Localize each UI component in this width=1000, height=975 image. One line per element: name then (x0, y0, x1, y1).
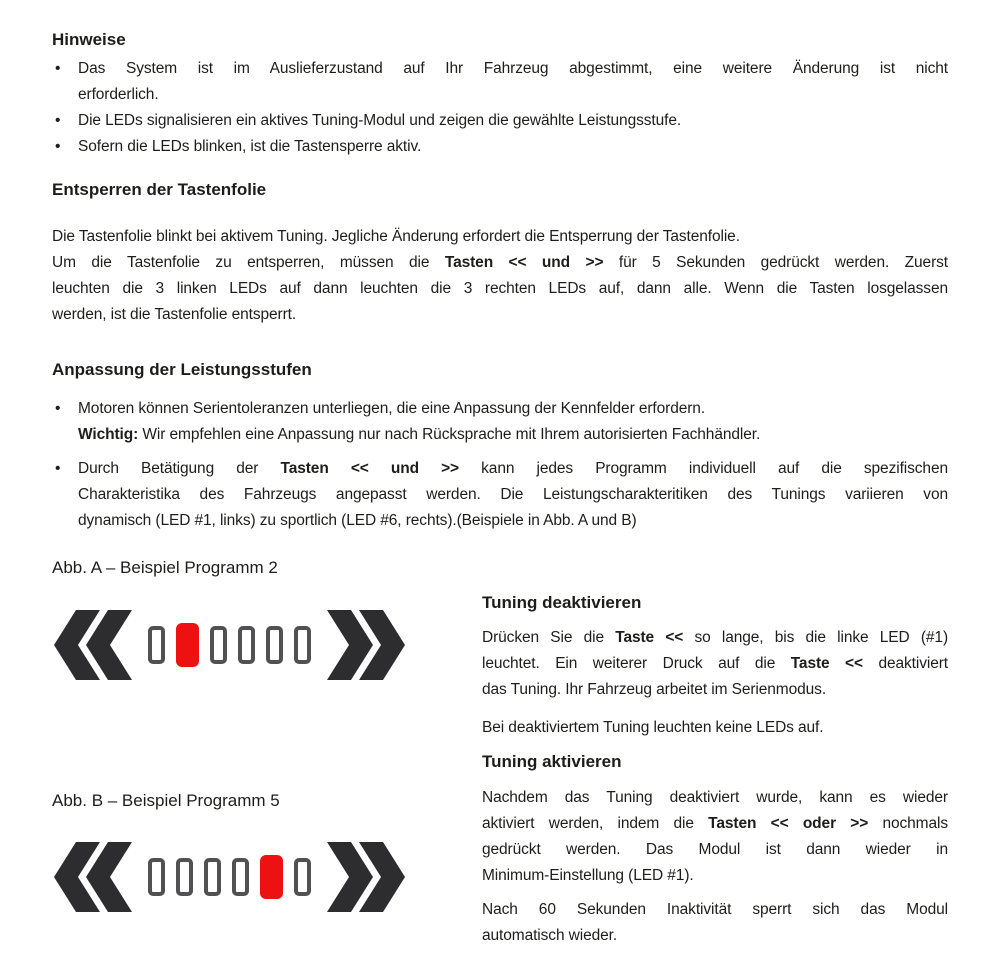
text-line (78, 422, 948, 448)
text-line (482, 863, 948, 889)
led-indicator-5 (266, 626, 283, 664)
text-line (78, 82, 948, 108)
text-line (78, 56, 948, 82)
text-line (78, 508, 948, 534)
led-indicator-2-active (176, 623, 199, 667)
text-line (78, 108, 948, 134)
bullet-marker: • (55, 460, 61, 477)
bold-text-run: Tasten << oder >> (708, 815, 869, 832)
text-run: Bei deaktiviertem Tuning leuchten keine LEDs auf. (482, 719, 824, 736)
text-line (482, 785, 948, 811)
led-indicator-4 (238, 626, 255, 664)
text-run: erforderlich. (78, 86, 159, 103)
hinweise-bullet-2 (52, 108, 948, 134)
text-run: Durch Betätigung der (78, 460, 281, 477)
bullet-marker: • (55, 138, 61, 155)
text-line (78, 396, 948, 422)
figure-a-led-row (148, 623, 311, 667)
tuning-deaktivieren-title: Tuning deaktivieren (482, 593, 642, 612)
led-indicator-1 (148, 626, 165, 664)
tuning-instructions-column (482, 593, 948, 949)
text-run: Nachdem das Tuning deaktiviert wurde, kann es wieder (482, 789, 948, 806)
entsperren-title: Entsperren der Tastenfolie (52, 180, 267, 199)
double-chevron-left-icon (54, 610, 132, 680)
figure-b-led-panel (54, 842, 405, 912)
text-run: Drücken Sie die (482, 629, 616, 646)
led-indicator-5-active (260, 855, 283, 899)
led-indicator-4 (232, 858, 249, 896)
anpassung-bullet-2 (52, 456, 948, 534)
hinweise-bullet-1 (52, 56, 948, 108)
text-line (78, 456, 948, 482)
section-hinweise (52, 30, 948, 160)
text-line (482, 837, 948, 863)
figure-b-caption: Abb. B – Beispiel Programm 5 (52, 791, 280, 810)
led-indicator-6 (294, 858, 311, 896)
text-run: Nach 60 Sekunden Inaktivität sperrt sich das Modul (482, 901, 948, 918)
anpassung-bullet-2-text (78, 456, 948, 534)
text-run: automatisch wieder. (482, 927, 618, 944)
text-line (78, 134, 948, 160)
figure-a-caption: Abb. A – Beispiel Programm 2 (52, 558, 278, 577)
text-run: Um die Tastenfolie zu entsperren, müssen die (52, 254, 445, 271)
text-line (482, 677, 948, 703)
hinweise-bullet-3 (52, 134, 948, 160)
text-line (78, 482, 948, 508)
text-line (52, 276, 948, 302)
double-chevron-right-icon (327, 842, 405, 912)
bold-text-run: Taste << (615, 629, 684, 646)
text-line (482, 651, 948, 677)
text-run: Die Tastenfolie blinkt bei aktivem Tuning. Jegliche Änderung erfordert die Entsperrung der Tastenfolie. (52, 228, 740, 245)
text-run: für 5 Sekunden gedrückt werden. Zuerst (603, 254, 948, 271)
bold-text-run: Tasten << und >> (280, 460, 460, 477)
text-run: Motoren können Serientoleranzen unterliegen, die eine Anpassung der Kennfelder erfordern. (78, 400, 706, 417)
text-line (482, 897, 948, 923)
text-line (52, 302, 948, 328)
bold-text-run: Tasten << und >> (444, 254, 604, 271)
tuning-deaktivieren-paragraph (482, 625, 948, 703)
tuning-aktivieren-title: Tuning aktivieren (482, 752, 622, 771)
figure-a-led-panel (54, 610, 405, 680)
figure-b-led-row (148, 855, 311, 899)
led-indicator-3 (210, 626, 227, 664)
hinweise-bullet-3-text (78, 134, 948, 160)
tuning-aktivieren-paragraph (482, 785, 948, 889)
anpassung-bullet-1 (52, 396, 948, 448)
bullet-marker: • (55, 112, 61, 129)
hinweise-title: Hinweise (52, 30, 126, 49)
tuning-deaktivieren-note (482, 715, 948, 741)
text-run: Wir empfehlen eine Anpassung nur nach Rücksprache mit Ihrem autorisierten Fachhändler. (138, 426, 761, 443)
anpassung-bullet-1-text (78, 396, 948, 448)
hinweise-bullet-1-text (78, 56, 948, 108)
text-run: leuchten die 3 linken LEDs auf dann leuchten die 3 rechten LEDs auf, dann alle. Wenn die Tasten losgelassen (52, 280, 948, 297)
led-indicator-3 (204, 858, 221, 896)
section-anpassung (52, 360, 948, 534)
hinweise-bullet-2-text (78, 108, 948, 134)
text-run: das Tuning. Ihr Fahrzeug arbeitet im Serienmodus. (482, 681, 827, 698)
bullet-marker: • (55, 400, 61, 417)
anpassung-title: Anpassung der Leistungsstufen (52, 360, 312, 379)
led-indicator-2 (176, 858, 193, 896)
text-run: deaktiviert (862, 655, 948, 672)
text-line (52, 250, 948, 276)
text-line (482, 625, 948, 651)
text-run: Sofern die LEDs blinken, ist die Tastensperre aktiv. (78, 138, 422, 155)
double-chevron-right-icon (327, 610, 405, 680)
text-run: Das System ist im Auslieferzustand auf Ihr Fahrzeug abgestimmt, eine weitere Änderung ist nicht (78, 60, 948, 77)
text-run: nochmals (868, 815, 948, 832)
text-run: aktiviert werden, indem die (482, 815, 709, 832)
text-line (482, 923, 948, 949)
text-run: Minimum-Einstellung (LED #1). (482, 867, 694, 884)
text-run: leuchtet. Ein weiterer Druck auf die (482, 655, 791, 672)
text-run: Die LEDs signalisieren ein aktives Tuning-Modul und zeigen die gewählte Leistungsstufe. (78, 112, 682, 129)
tuning-aktivieren-note (482, 897, 948, 949)
led-indicator-1 (148, 858, 165, 896)
led-indicator-6 (294, 626, 311, 664)
text-line (52, 224, 948, 250)
text-run: dynamisch (LED #1, links) zu sportlich (LED #6, rechts).(Beispiele in Abb. A und B) (78, 512, 637, 529)
figures-region (52, 552, 948, 975)
text-line (482, 811, 948, 837)
text-run: kann jedes Programm individuell auf die spezifischen (459, 460, 948, 477)
text-line (482, 715, 948, 741)
double-chevron-left-icon (54, 842, 132, 912)
text-run: werden, ist die Tastenfolie entsperrt. (52, 306, 297, 323)
section-entsperren (52, 180, 948, 328)
bold-text-run: Wichtig: (78, 426, 139, 443)
text-run: gedrückt werden. Das Modul ist dann wieder in (482, 841, 948, 858)
text-run: Charakteristika des Fahrzeugs angepasst werden. Die Leistungscharakteritiken des Tunings variieren von (78, 486, 948, 503)
bold-text-run: Taste << (790, 655, 863, 672)
bullet-marker: • (55, 60, 61, 77)
entsperren-paragraph (52, 224, 948, 328)
text-run: so lange, bis die linke LED (#1) (683, 629, 948, 646)
